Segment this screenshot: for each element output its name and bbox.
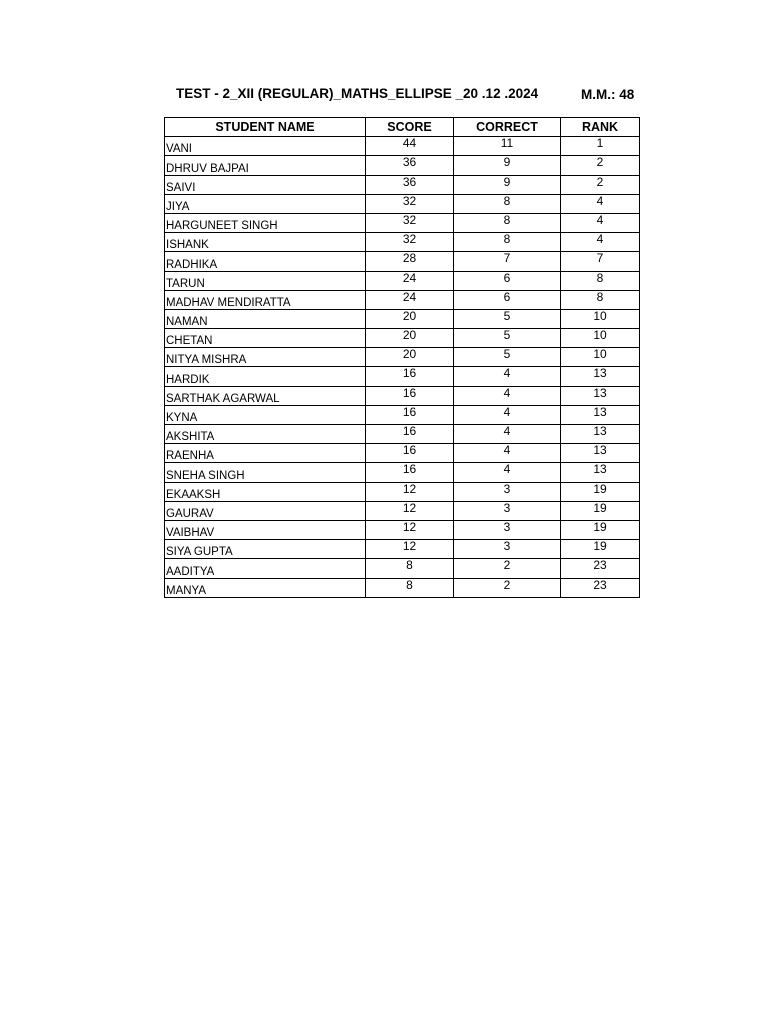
- table-row: [165, 405, 640, 424]
- student-name-cell: VANI: [165, 137, 366, 156]
- score-cell: 16: [366, 386, 454, 405]
- rank-cell: 19: [561, 482, 640, 501]
- score-cell: 16: [366, 405, 454, 424]
- rank-cell: 10: [561, 329, 640, 348]
- student-name-cell: RADHIKA: [165, 252, 366, 271]
- score-cell: 28: [366, 252, 454, 271]
- rank-cell: 2: [561, 156, 640, 175]
- correct-cell: 2: [454, 578, 561, 597]
- table-header-row: [165, 118, 640, 137]
- score-cell: 20: [366, 309, 454, 328]
- rank-cell: 10: [561, 309, 640, 328]
- table-row: [165, 252, 640, 271]
- student-name-cell: TARUN: [165, 271, 366, 290]
- student-name-cell: NITYA MISHRA: [165, 348, 366, 367]
- student-name-cell: SIYA GUPTA: [165, 540, 366, 559]
- score-cell: 16: [366, 367, 454, 386]
- student-name-cell: AKSHITA: [165, 425, 366, 444]
- table-row: [165, 520, 640, 539]
- correct-cell: 4: [454, 463, 561, 482]
- rank-cell: 8: [561, 271, 640, 290]
- rank-cell: 10: [561, 348, 640, 367]
- student-name-cell: CHETAN: [165, 329, 366, 348]
- rank-cell: 19: [561, 540, 640, 559]
- correct-cell: 6: [454, 290, 561, 309]
- correct-cell: 5: [454, 329, 561, 348]
- results-table: [164, 117, 640, 598]
- rank-cell: 4: [561, 194, 640, 213]
- correct-cell: 4: [454, 386, 561, 405]
- rank-cell: 13: [561, 405, 640, 424]
- correct-cell: 4: [454, 425, 561, 444]
- table-row: [165, 444, 640, 463]
- correct-cell: 8: [454, 233, 561, 252]
- score-cell: 32: [366, 213, 454, 232]
- test-title: TEST - 2_XII (REGULAR)_MATHS_ELLIPSE _20 .12 .2024: [176, 86, 539, 101]
- score-cell: 44: [366, 137, 454, 156]
- score-cell: 36: [366, 156, 454, 175]
- rank-cell: 13: [561, 444, 640, 463]
- correct-cell: 2: [454, 559, 561, 578]
- column-header-correct: CORRECT: [454, 118, 561, 137]
- student-name-cell: MANYA: [165, 578, 366, 597]
- rank-cell: 4: [561, 213, 640, 232]
- score-cell: 24: [366, 271, 454, 290]
- score-cell: 12: [366, 501, 454, 520]
- score-cell: 20: [366, 348, 454, 367]
- table-row: [165, 233, 640, 252]
- correct-cell: 3: [454, 540, 561, 559]
- table-row: [165, 559, 640, 578]
- score-cell: 12: [366, 540, 454, 559]
- rank-cell: 1: [561, 137, 640, 156]
- score-cell: 16: [366, 425, 454, 444]
- table-row: [165, 578, 640, 597]
- rank-cell: 7: [561, 252, 640, 271]
- table-row: [165, 425, 640, 444]
- score-cell: 24: [366, 290, 454, 309]
- rank-cell: 23: [561, 578, 640, 597]
- table-row: [165, 348, 640, 367]
- student-name-cell: JIYA: [165, 194, 366, 213]
- student-name-cell: HARGUNEET SINGH: [165, 213, 366, 232]
- student-name-cell: RAENHA: [165, 444, 366, 463]
- rank-cell: 8: [561, 290, 640, 309]
- correct-cell: 5: [454, 309, 561, 328]
- score-cell: 16: [366, 444, 454, 463]
- correct-cell: 3: [454, 501, 561, 520]
- correct-cell: 8: [454, 194, 561, 213]
- correct-cell: 3: [454, 520, 561, 539]
- student-name-cell: VAIBHAV: [165, 520, 366, 539]
- correct-cell: 8: [454, 213, 561, 232]
- student-name-cell: SARTHAK AGARWAL: [165, 386, 366, 405]
- table-row: [165, 137, 640, 156]
- student-name-cell: ISHANK: [165, 233, 366, 252]
- rank-cell: 2: [561, 175, 640, 194]
- column-header-score: SCORE: [366, 118, 454, 137]
- table-row: [165, 213, 640, 232]
- rank-cell: 13: [561, 367, 640, 386]
- correct-cell: 11: [454, 137, 561, 156]
- student-name-cell: SNEHA SINGH: [165, 463, 366, 482]
- correct-cell: 9: [454, 175, 561, 194]
- column-header-student-name: STUDENT NAME: [165, 118, 366, 137]
- table-row: [165, 386, 640, 405]
- student-name-cell: KYNA: [165, 405, 366, 424]
- correct-cell: 4: [454, 444, 561, 463]
- table-row: [165, 463, 640, 482]
- student-name-cell: AADITYA: [165, 559, 366, 578]
- score-cell: 32: [366, 194, 454, 213]
- table-row: [165, 194, 640, 213]
- table-row: [165, 482, 640, 501]
- rank-cell: 13: [561, 386, 640, 405]
- table-row: [165, 175, 640, 194]
- rank-cell: 19: [561, 501, 640, 520]
- student-name-cell: SAIVI: [165, 175, 366, 194]
- correct-cell: 5: [454, 348, 561, 367]
- rank-cell: 23: [561, 559, 640, 578]
- score-cell: 32: [366, 233, 454, 252]
- correct-cell: 4: [454, 405, 561, 424]
- table-row: [165, 290, 640, 309]
- student-name-cell: MADHAV MENDIRATTA: [165, 290, 366, 309]
- table-body: [165, 137, 640, 598]
- correct-cell: 3: [454, 482, 561, 501]
- student-name-cell: HARDIK: [165, 367, 366, 386]
- table-row: [165, 156, 640, 175]
- correct-cell: 9: [454, 156, 561, 175]
- score-cell: 8: [366, 559, 454, 578]
- table-row: [165, 540, 640, 559]
- rank-cell: 13: [561, 463, 640, 482]
- score-cell: 8: [366, 578, 454, 597]
- student-name-cell: DHRUV BAJPAI: [165, 156, 366, 175]
- rank-cell: 13: [561, 425, 640, 444]
- score-cell: 20: [366, 329, 454, 348]
- table-row: [165, 329, 640, 348]
- table-row: [165, 501, 640, 520]
- table-row: [165, 309, 640, 328]
- score-cell: 12: [366, 520, 454, 539]
- max-marks: M.M.: 48: [581, 87, 635, 102]
- student-name-cell: GAURAV: [165, 501, 366, 520]
- score-cell: 16: [366, 463, 454, 482]
- correct-cell: 6: [454, 271, 561, 290]
- score-cell: 12: [366, 482, 454, 501]
- table-row: [165, 367, 640, 386]
- student-name-cell: EKAAKSH: [165, 482, 366, 501]
- column-header-rank: RANK: [561, 118, 640, 137]
- correct-cell: 4: [454, 367, 561, 386]
- rank-cell: 4: [561, 233, 640, 252]
- score-cell: 36: [366, 175, 454, 194]
- correct-cell: 7: [454, 252, 561, 271]
- rank-cell: 19: [561, 520, 640, 539]
- student-name-cell: NAMAN: [165, 309, 366, 328]
- table-row: [165, 271, 640, 290]
